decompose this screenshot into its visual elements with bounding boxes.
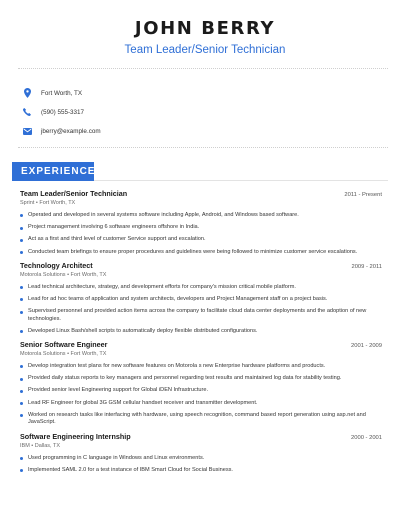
bullet-text: Lead RF Engineer for global 3G GSM cellular handset receiver and transmitter development. [28, 399, 258, 406]
bullet-dot [20, 214, 23, 217]
bullet-item [20, 212, 382, 220]
bullet-item [20, 328, 382, 336]
job-employer: Sprint • Fort Worth, TX [20, 200, 76, 206]
job-employer: Motorola Solutions • Fort Worth, TX [20, 271, 107, 278]
experience-list [20, 189, 382, 479]
job-bullets [20, 212, 382, 256]
bullet-dot [20, 330, 23, 333]
bullet-item [20, 236, 382, 244]
bullet-text: Supervised personnel and provided action items across the company to facilitate cloud data center deployments and the adoption of new technologies. [28, 308, 367, 322]
bullet-dot [20, 365, 23, 368]
bullet-text: Provided senior level Engineering support for Global iDEN Infrastructure. [28, 387, 209, 394]
header-divider [18, 68, 388, 69]
job-company: Motorola Solutions [20, 351, 66, 358]
job-title: Senior Software Engineer [20, 340, 108, 350]
job-bullets [20, 455, 382, 475]
bullet-item [20, 284, 382, 292]
section-rule [94, 180, 388, 181]
bullet-item [20, 308, 382, 323]
bullet-item [20, 296, 382, 304]
candidate-title: Team Leader/Senior Technician [124, 44, 286, 56]
job-employer: IBM • Dallas, TX [20, 442, 61, 449]
bullet-item [20, 412, 382, 427]
bullet-text: Provided daily status reports to key managers and personnel regarding test results and maintained log data for stability testing. [28, 375, 342, 382]
bullet-text: Conducted team briefings to ensure proper procedures and guidelines were being followed to minimize customer service escalations. [28, 248, 358, 255]
job-bullets [20, 363, 382, 427]
job-location: Fort Worth, TX [39, 200, 76, 206]
bullet-text: Used programming in C language in Windows and Linux environments. [28, 454, 205, 461]
contact-location-text: Fort Worth, TX [41, 89, 83, 97]
bullet-dot [20, 227, 23, 230]
bullet-text: Operated and developed in several systems software including Apple, Android, and Windows based software. [28, 212, 299, 218]
bullet-text: Act as a first and third level of customer Service support and escalation. [28, 236, 206, 243]
bullet-text: Project management involving 6 software engineers offshore in India. [28, 224, 200, 231]
bullet-text: Worked on research tasks like interfacing with hardware, using speech recognition, command based report generation using asp.net and JavaScript. [28, 411, 366, 426]
location-pin-icon [22, 88, 32, 98]
contact-phone [22, 103, 101, 121]
bullet-dot [20, 311, 23, 314]
bullet-dot [20, 239, 23, 242]
job-entry [20, 432, 382, 475]
bullet-item [20, 224, 382, 232]
contact-location [22, 84, 101, 102]
job-dates: 2000 - 2001 [351, 434, 382, 441]
envelope-icon [22, 126, 32, 136]
bullet-dot [20, 251, 23, 254]
bullet-item [20, 249, 382, 257]
bullet-text: Lead technical architecture, strategy, and development efforts for company's mission critical mobile platform. [28, 283, 296, 290]
job-entry [20, 340, 382, 427]
bullet-text: Developed Linux Bash/shell scripts to automatically deploy flexible distributed configurations. [28, 327, 258, 334]
contact-list [22, 84, 101, 141]
bullet-text: Lead for ad hoc teams of application and system architects, developers and Project Management staff on a project basis. [28, 295, 328, 302]
experience-heading: EXPERIENCE [12, 162, 94, 181]
job-bullets [20, 284, 382, 336]
bullet-item [20, 363, 382, 371]
job-dates: 2001 - 2009 [351, 343, 382, 350]
bullet-item [20, 375, 382, 383]
job-company: IBM [20, 442, 30, 449]
bullet-dot [20, 402, 23, 405]
job-title: Technology Architect [20, 260, 93, 270]
bullet-text: Develop integration test plans for new software features on Motorola s new Enterprise hardware platforms and products. [28, 363, 326, 370]
job-dates: 2009 - 2011 [351, 263, 382, 270]
bullet-text: Implemented SAML 2.0 for a test instance of IBM Smart Cloud for Social Business. [28, 466, 233, 473]
phone-icon [22, 107, 32, 117]
bullet-item [20, 400, 382, 408]
job-entry [20, 261, 382, 336]
contact-email [22, 122, 101, 140]
bullet-dot [20, 457, 23, 460]
candidate-name: JOHN BERRY [134, 18, 276, 39]
bullet-dot [20, 298, 23, 301]
bullet-dot [20, 469, 23, 472]
job-title: Team Leader/Senior Technician [20, 189, 128, 198]
job-location: Fort Worth, TX [70, 271, 107, 278]
resume-header [0, 18, 410, 57]
contact-phone-text: (590) 555-3317 [41, 108, 85, 116]
job-company: Sprint [20, 200, 35, 206]
bullet-dot [20, 286, 23, 289]
contact-email-text: jberry@example.com [41, 127, 101, 135]
job-dates: 2011 - Present [344, 192, 382, 198]
job-location: Dallas, TX [34, 442, 61, 449]
job-company: Motorola Solutions [20, 271, 66, 278]
job-title: Software Engineering Internship [20, 431, 131, 441]
contact-divider [18, 147, 388, 148]
job-location: Fort Worth, TX [70, 351, 107, 358]
bullet-item [20, 455, 382, 463]
job-entry [20, 189, 382, 256]
bullet-dot [20, 414, 23, 417]
bullet-dot [20, 378, 23, 381]
bullet-item [20, 467, 382, 475]
bullet-dot [20, 390, 23, 393]
bullet-item [20, 387, 382, 395]
job-employer: Motorola Solutions • Fort Worth, TX [20, 351, 107, 358]
